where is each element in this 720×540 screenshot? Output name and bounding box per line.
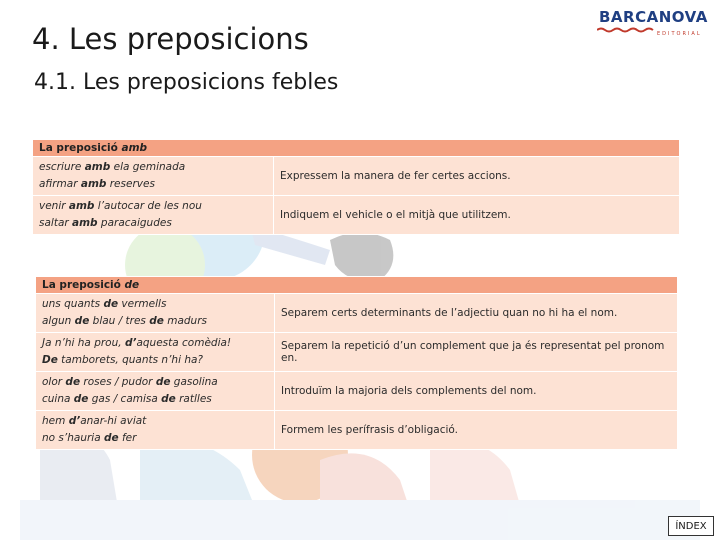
table-row — [36, 411, 678, 450]
examples-cell — [36, 372, 275, 411]
table-heading — [33, 140, 680, 157]
heading-prefix: La preposició — [39, 142, 122, 154]
page-subtitle: 4.1. Les preposicions febles — [34, 70, 339, 95]
example-line: uns quants de vermells — [42, 298, 167, 310]
description-cell: Separem certs determinants de l’adjectiu quan no hi ha el nom. — [275, 294, 678, 333]
examples-cell — [36, 294, 275, 333]
index-button[interactable]: ÍNDEX — [668, 516, 714, 536]
table-row — [33, 157, 680, 196]
logo-name: BARCANOVA — [599, 8, 708, 26]
example-line: escriure amb ela geminada — [39, 161, 186, 173]
heading-prefix: La preposició — [42, 279, 125, 291]
example-line: algun de blau / tres de madurs — [42, 315, 207, 327]
examples-cell — [33, 157, 274, 196]
example-line: saltar amb paracaigudes — [39, 217, 172, 229]
description-cell: Indiquem el vehicle o el mitjà que utilitzem. — [274, 196, 680, 235]
table-amb — [32, 139, 680, 235]
examples-cell — [36, 333, 275, 372]
page-title: 4. Les preposicions — [32, 22, 309, 56]
logo-sub: EDITORIAL — [657, 31, 702, 37]
description-cell: Introduïm la majoria dels complements del nom. — [275, 372, 678, 411]
example-line: De tamborets, quants n’hi ha? — [42, 354, 203, 366]
hair-shape — [330, 233, 393, 282]
table-row — [36, 333, 678, 372]
example-line: venir amb l’autocar de les nou — [39, 200, 202, 212]
example-line: Ja n’hi ha prou, d’aquesta comèdia! — [42, 337, 232, 349]
example-line: hem d’anar-hi aviat — [42, 415, 147, 427]
description-cell: Separem la repetició d’un complement que ja és representat pel pronom en. — [275, 333, 678, 372]
example-line: olor de roses / pudor de gasolina — [42, 376, 218, 388]
description-cell: Formem les perífrasis d’obligació. — [275, 411, 678, 450]
example-line: afirmar amb reserves — [39, 178, 155, 190]
far-right-shoe-shape — [430, 441, 520, 505]
example-line: cuina de gas / camisa de ratlles — [42, 393, 212, 405]
heading-word: amb — [121, 142, 148, 154]
description-cell: Expressem la manera de fer certes accions. — [274, 157, 680, 196]
table-heading — [36, 277, 678, 294]
table-row — [36, 372, 678, 411]
heading-word: de — [124, 279, 140, 291]
table-row — [33, 196, 680, 235]
examples-cell — [36, 411, 275, 450]
table-row — [36, 294, 678, 333]
table-de — [35, 276, 678, 450]
example-line: no s’hauria de fer — [42, 432, 137, 444]
publisher-logo — [597, 8, 712, 38]
examples-cell — [33, 196, 274, 235]
